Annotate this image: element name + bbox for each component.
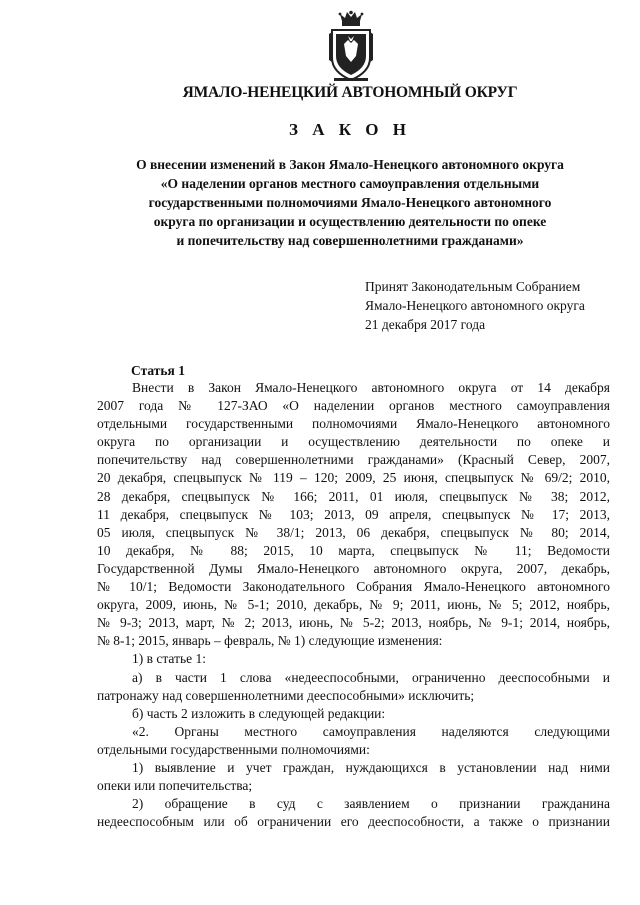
article-heading: Статья 1 bbox=[131, 363, 185, 378]
article-body bbox=[97, 379, 610, 831]
text-line: округа по организации и осуществлению деятельности по опеке и bbox=[97, 434, 610, 450]
text-line: 1) в статье 1: bbox=[132, 651, 206, 667]
text-line: отдельными государственными полномочиями: bbox=[97, 741, 370, 757]
text-line: 10 декабря, № 88; 2015, 10 марта, спецвыпуск № 11; Ведомости bbox=[97, 542, 610, 558]
text-line: 05 июля, спецвыпуск № 38/1; 2013, 06 декабря, спецвыпуск № 80; 2014, bbox=[97, 524, 610, 540]
text-line: 2) обращение в суд с заявлением о признании гражданина bbox=[132, 796, 610, 812]
adoption-note bbox=[365, 277, 585, 334]
text-line: патронажу над совершеннолетними дееспособными» исключить; bbox=[97, 687, 475, 703]
text-line: опеки или попечительства; bbox=[97, 778, 253, 794]
coat-of-arms-icon bbox=[326, 10, 376, 84]
text-line: Внести в Закон Ямало-Ненецкого автономного округа от 14 декабря bbox=[132, 380, 610, 395]
text-line: 2007 года № 127-ЗАО «О наделении органов местного самоуправления bbox=[97, 398, 610, 414]
subject-line: «О наделении органов местного самоуправления отдельными bbox=[160, 176, 540, 191]
subject-line: государственными полномочиями Ямало-Ненецкого автономного bbox=[148, 195, 552, 210]
text-line: 28 декабря, спецвыпуск № 166; 2011, 01 июля, спецвыпуск № 38; 2012, bbox=[97, 488, 610, 504]
text-line: № 9-3; 2013, март, № 2; 2013, июнь, № 5-2; 2013, ноябрь, № 9-1; 2014, ноябрь, bbox=[97, 615, 610, 631]
text-line: № 8-1; 2015, январь – февраль, № 1) следующие изменения: bbox=[97, 633, 443, 649]
subject-line: и попечительству над совершеннолетними гражданами» bbox=[176, 233, 524, 248]
region-title: ЯМАЛО-НЕНЕЦКИЙ АВТОНОМНЫЙ ОКРУГ bbox=[182, 84, 518, 101]
text-line: 11 декабря, спецвыпуск № 103; 2013, 09 апреля, спецвыпуск № 17; 2013, bbox=[97, 506, 610, 522]
subject-line: округа по организации и осуществлению деятельности по опеке bbox=[153, 214, 547, 229]
text-line: 20 декабря, спецвыпуск № 119 – 120; 2009, 25 июня, спецвыпуск № 69/2; 2010, bbox=[97, 470, 610, 486]
text-line: б) часть 2 изложить в следующей редакции: bbox=[132, 705, 386, 721]
adoption-date: 21 декабря 2017 года bbox=[365, 317, 486, 332]
text-line: недееспособным или об ограничении его дееспособности, а также о признании bbox=[97, 814, 610, 830]
text-line: попечительству над совершеннолетними гражданами» (Красный Север, 2007, bbox=[97, 452, 610, 468]
adoption-line: Ямало-Ненецкого автономного округа bbox=[365, 298, 585, 313]
adoption-line: Принят Законодательным Собранием bbox=[365, 279, 581, 294]
text-line: Государственной Думы Ямало-Ненецкого автономного округа, 2007, декабрь, bbox=[97, 560, 610, 576]
text-line: «2. Органы местного самоуправления наделяются следующими bbox=[132, 723, 610, 739]
text-line: отдельными государственными полномочиями Ямало-Ненецкого автономного bbox=[97, 416, 610, 432]
text-line: округа, 2009, июнь, № 5-1; 2010, декабрь, № 9; 2011, июнь, № 5; 2012, ноябрь, bbox=[97, 597, 610, 613]
document-type-title: З А К О Н bbox=[288, 120, 412, 139]
law-subject bbox=[100, 155, 600, 250]
text-line: а) в части 1 слова «недееспособными, ограниченно дееспособными и bbox=[132, 669, 610, 685]
text-line: № 10/1; Ведомости Законодательного Собрания Ямало-Ненецкого автономного bbox=[97, 579, 610, 595]
text-line: 1) выявление и учет граждан, нуждающихся в установлении над ними bbox=[132, 759, 610, 775]
subject-line: О внесении изменений в Закон Ямало-Ненецкого автономного округа bbox=[136, 157, 564, 172]
